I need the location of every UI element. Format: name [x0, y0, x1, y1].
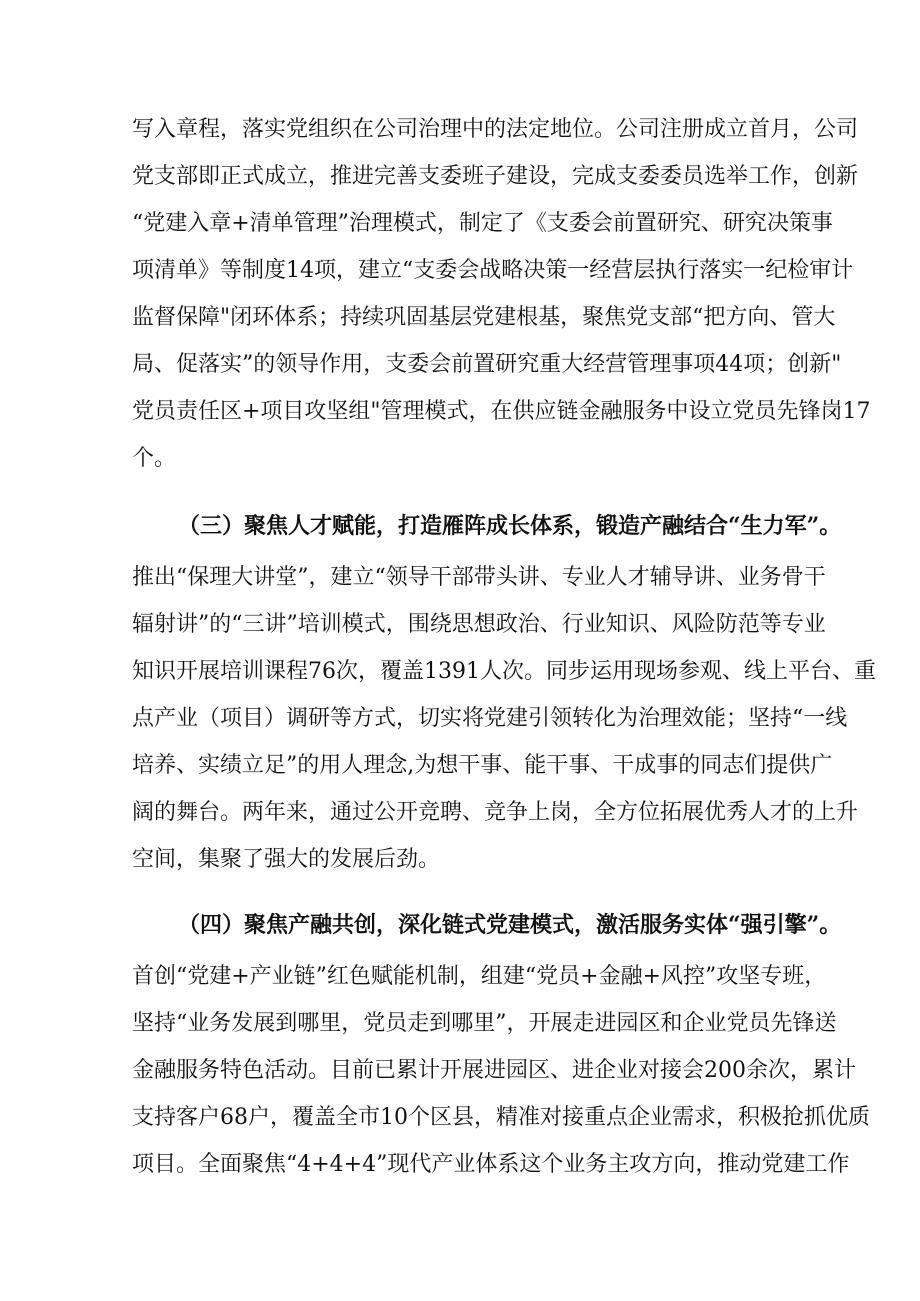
paragraph-line: 项目。全面聚焦“4+4+4”现代产业体系这个业务主攻方向，推动党建工作 [132, 1152, 850, 1177]
paragraph-line: “党建入章+清单管理”治理模式，制定了《支委会前置研究、研究决策事 [132, 211, 833, 236]
paragraph-line: 项清单》等制度14项，建立“支委会战略决策一经营层执行落实一纪检审计 [132, 258, 854, 283]
paragraph-line: 金融服务特色活动。目前已累计开展进园区、进企业对接会200余次，累计 [132, 1058, 856, 1083]
paragraph-line: 知识开展培训课程76次，覆盖1391人次。同步运用现场参观、线上平台、重 [132, 659, 876, 684]
paragraph-line: 辐射讲”的“三讲”培训模式，围绕思想政治、行业知识、风险防范等专业 [132, 612, 826, 637]
section-heading-4: （四）聚焦产融共创，深化链式党建模式，激活服务实体“强引擎”。 [178, 912, 842, 938]
paragraph-line: 培养、实绩立足”的用人理念,为想干事、能干事、干成事的同志们提供广 [132, 753, 833, 778]
paragraph-line: 个。 [132, 446, 177, 471]
paragraph-line: 阔的舞台。两年来，通过公开竞聘、竞争上岗，全方位拓展优秀人才的上升 [132, 800, 859, 825]
paragraph-line: 点产业（项目）调研等方式，切实将党建引领转化为治理效能；坚持“一线 [132, 706, 848, 731]
paragraph-line: 党员责任区+项目攻坚组"管理模式，在供应链金融服务中设立党员先锋岗17 [132, 399, 871, 424]
paragraph-line: 局、促落实”的领导作用，支委会前置研究重大经营管理事项44项；创新" [132, 352, 842, 377]
paragraph-line: 写入章程，落实党组织在公司治理中的法定地位。公司注册成立首月，公司 [132, 117, 859, 142]
paragraph-line: 支持客户68户，覆盖全市10个区县，精准对接重点企业需求，积极抢抓优质 [132, 1105, 870, 1130]
paragraph-line: 推出“保理大讲堂”，建立“领导干部带头讲、专业人才辅导讲、业务骨干 [132, 565, 826, 590]
section-heading-3: （三）聚焦人才赋能，打造雁阵成长体系，锻造产融结合“生力军”。 [178, 513, 842, 539]
paragraph-line: 党支部即正式成立，推进完善支委班子建设，完成支委委员选举工作，创新 [132, 164, 859, 189]
paragraph-line: 监督保障"闭环体系；持续巩固基层党建根基，聚焦党支部“把方向、管大 [132, 305, 836, 330]
paragraph-line: 首创“党建+产业链”红色赋能机制，组建“党员+金融+风控”攻坚专班， [132, 964, 827, 989]
paragraph-line: 空间，集聚了强大的发展后劲。 [132, 847, 441, 872]
paragraph-line: 坚持“业务发展到哪里，党员走到哪里”，开展走进园区和企业党员先锋送 [132, 1011, 837, 1036]
